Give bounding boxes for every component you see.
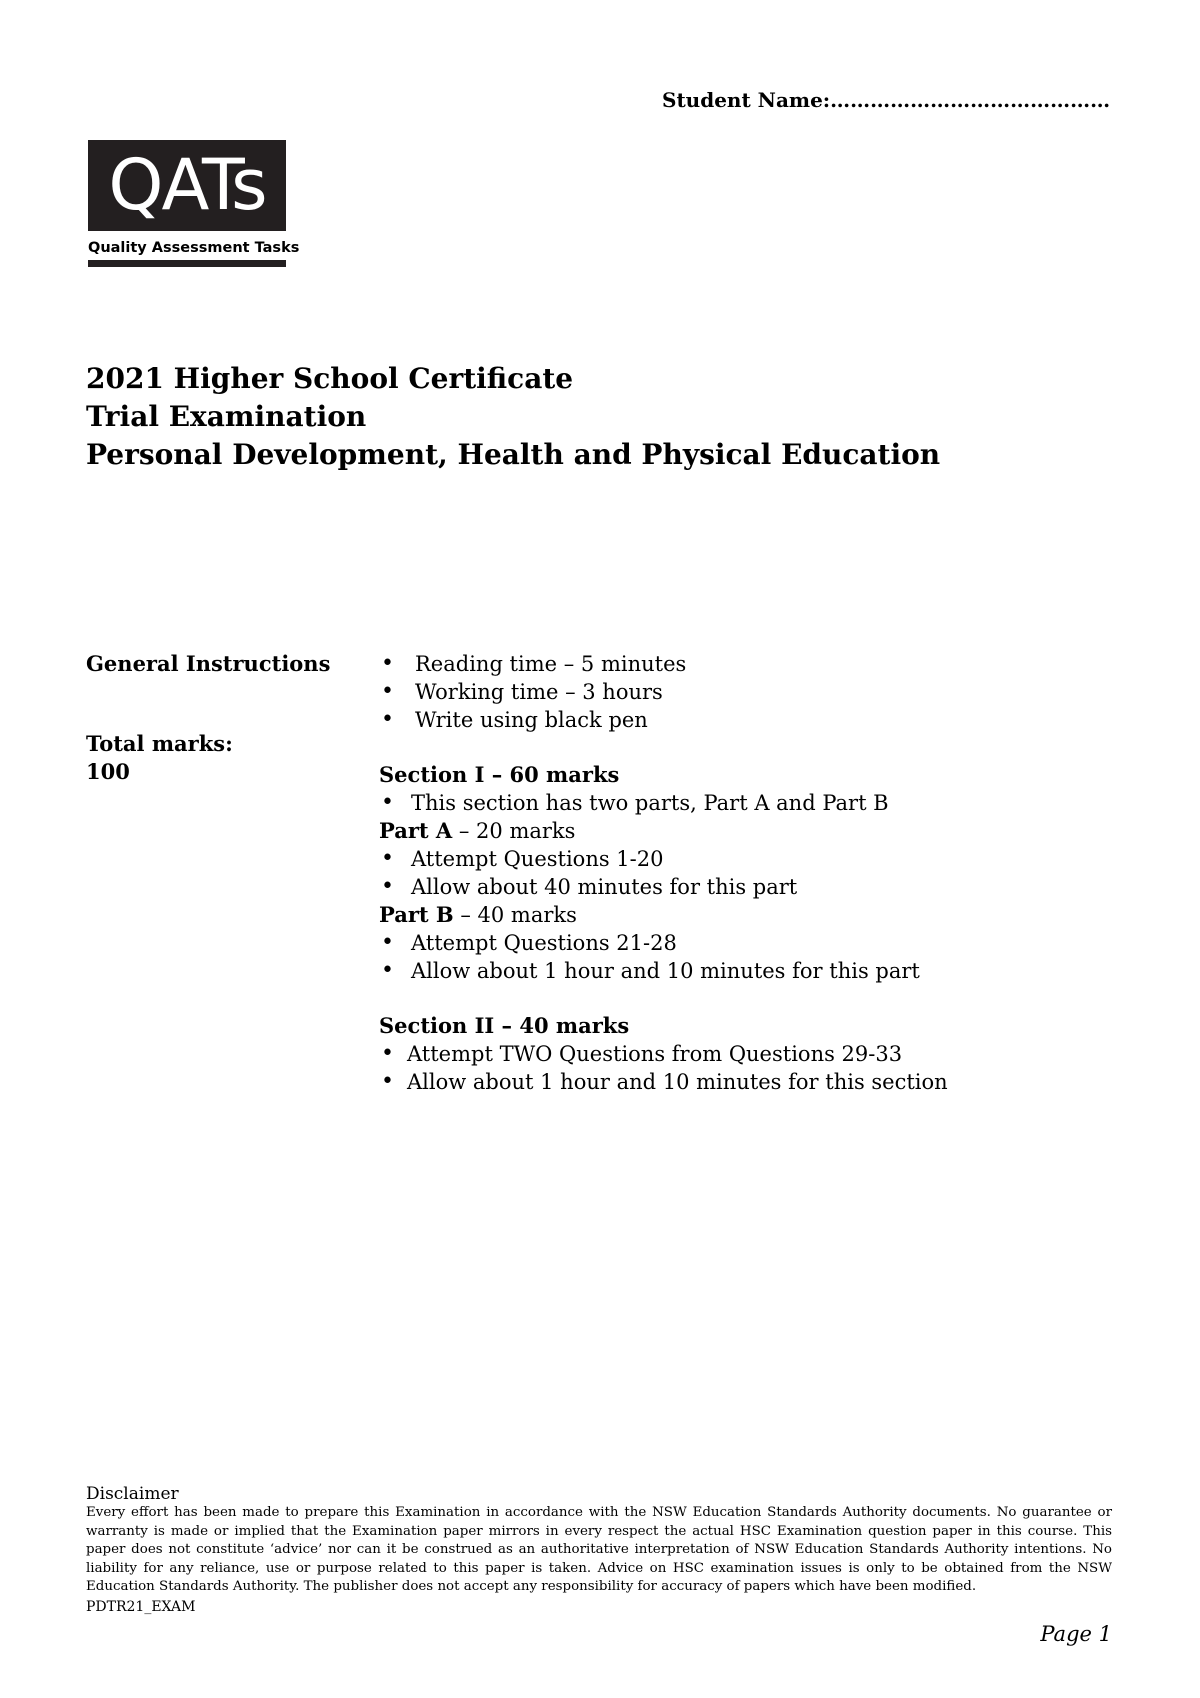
section-1-heading: Section I – 60 marks (379, 762, 620, 787)
general-instructions-list (379, 650, 1099, 734)
qats-logo (88, 140, 300, 267)
list-item: • Attempt Questions 21-28 (379, 929, 1099, 957)
part-a-label: Part A (379, 818, 453, 843)
disclaimer-text: Every effort has been made to prepare this Examination in accordance with the NSW Education Standards Authority documents. No guarantee or warranty is made or implied that the Examination paper mirrors in every respect the actual HSC Examination question paper in this course. This paper does not constitute ‘advice’ nor can it be construed as an authoritative interpretation of NSW Education Standards Authority intentions. No liability for any reliance, use or purpose related to this paper is taken. Advice on HSC examination issues is only to be obtained from the NSW Education Standards Authority. The publisher does not accept any responsibility for accuracy of papers which have been modified. (86, 1505, 1112, 1594)
list-item: • Allow about 40 minutes for this part (379, 873, 1099, 901)
list-item: • Write using black pen (379, 706, 1099, 734)
student-name-field[interactable]: Student Name:…………………………………… (662, 88, 1111, 112)
list-item: • This section has two parts, Part A and Part B (379, 789, 1099, 817)
exam-title-block (86, 360, 940, 474)
list-item: • Allow about 1 hour and 10 minutes for this section (379, 1068, 1099, 1096)
total-marks-label: Total marks: (86, 731, 233, 756)
logo-tagline: Quality Assessment Tasks (88, 240, 300, 256)
list-item: • Attempt TWO Questions from Questions 29-33 (379, 1040, 1099, 1068)
list-item: • Reading time – 5 minutes (379, 650, 1099, 678)
part-b-heading (379, 901, 1099, 929)
section-1-list (379, 789, 1099, 817)
disclaimer-block (86, 1484, 1112, 1617)
instructions-labels (86, 650, 330, 786)
list-item: • Working time – 3 hours (379, 678, 1099, 706)
section-2-heading: Section II – 40 marks (379, 1013, 630, 1038)
part-b-marks: – 40 marks (453, 903, 577, 927)
logo-underline (88, 260, 286, 267)
instructions-content (379, 650, 1099, 1096)
total-marks-value: 100 (86, 759, 130, 784)
part-b-list (379, 929, 1099, 985)
disclaimer-title: Disclaimer (86, 1484, 179, 1504)
exam-title-line-3: Personal Development, Health and Physical Education (86, 438, 941, 471)
part-a-heading (379, 817, 1099, 845)
list-item: • Allow about 1 hour and 10 minutes for this part (379, 957, 1099, 985)
page-number: Page 1 (1040, 1622, 1112, 1646)
section-2-list (379, 1040, 1099, 1096)
logo-mark: QATs (88, 140, 286, 231)
part-a-list (379, 845, 1099, 901)
list-item: • Attempt Questions 1-20 (379, 845, 1099, 873)
exam-title-line-2: Trial Examination (86, 400, 367, 433)
exam-title-line-1: 2021 Higher School Certificate (86, 362, 574, 395)
part-b-label: Part B (379, 902, 454, 927)
part-a-marks: – 20 marks (452, 819, 576, 843)
general-instructions-heading: General Instructions (86, 651, 331, 676)
document-code: PDTR21_EXAM (86, 1598, 196, 1615)
